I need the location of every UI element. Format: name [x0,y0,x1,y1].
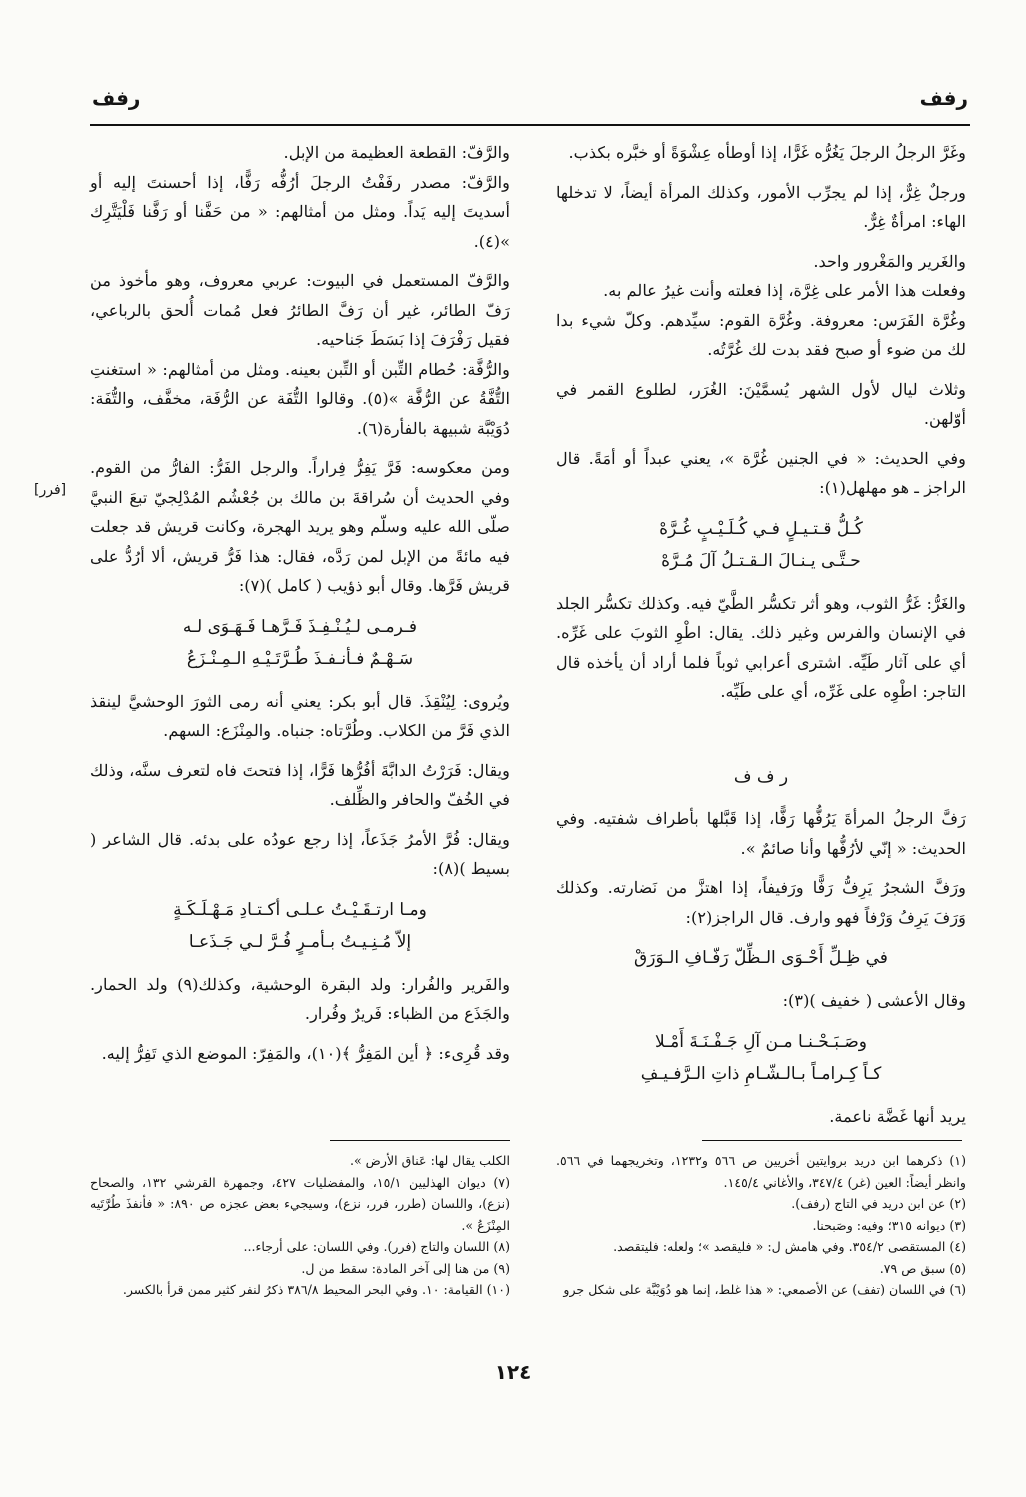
paragraph: والغَرير والمَغْرور واحد. [813,251,966,271]
verse-line: إلاّ مُـنِـيـتُ بـأمـرٍ فُـرَّ لـي جَـذَعـا [188,931,412,952]
paragraph: والغَرُّ: غَرُّ الثوب، وهو أثر تكسُّر الطَّيّ فيه. وكذلك تكسُّر الجلد في الإنسان والفرس وغير ذلك. يقال: اطْوِ الثوبَ على غَرِّه. أي على آثار طَيِّه. اشترى أعرابي ثوباً فلما أراد أن يأخذه قال التاجر: اطْوِه على غَرِّه، أي على طَيِّه. [556,593,966,701]
verse-line: في ظِـلِّ أَحْـوَى الـظِّلّ رَفّـافِ الـوَرَقْ [634,948,888,968]
paragraph: وثلاث ليال لأول الشهر يُسمَّيْنَ: الغُرَر، لطلوع القمر في أوّلهن. [556,379,966,428]
running-head-right: رفف [919,86,968,110]
paragraph: ويُروى: لِيُنْقِذَ. قال أبو بكر: يعني أنه رمى الثورَ الوحشيَّ لينقذ الذي فَرَّ من الكلاب. وطُرَّتاه: جنباه. والمِنْزَع: السهم. [90,691,510,740]
footnote-rule-left [330,1140,510,1141]
paragraph: وغُرَّة الفَرَس: معروفة. وغُرَّة القوم: سيِّدهم. وكلّ شيء بدا لك من ضوء أو صبح فقد بدت لك غُرَّتُه. [556,310,966,359]
verse [556,1026,966,1090]
footnote: (٧) ديوان الهذليين ١٥/١، والمفضليات ٤٢٧، وجمهرة القرشي ١٣٢، والصحاح (نزع)، واللسان (طرر، فرر، نزع)، وسيجيء بعض عجزه ص ٨٩٠: « فأنفذَ طُرَّتَيه المِنْزَعُ ». [90,1174,510,1233]
paragraph: والرَّفّ المستعمل في البيوت: عربي معروف، وهو مأخوذ من رَفّ الطائر، غير أن رَفَّ الطائرُ فعل مُمات أُلحق بالرباعي، فقيل رَفْرَفَ إذا بَسَطَ جَناحيه. [90,271,510,349]
paragraph: رَفَّ الرجلُ المرأةَ يَرُفُّها رَفًّا، إذا قَبَّلها بأطراف شفتيه. وفي الحديث: « إنّي لأرُفُّها وأنا صائمٌ ». [556,809,966,858]
paragraph: ومن معكوسه: فَرَّ يَفِرُّ فِراراً. والرجل الفَرُّ: الفارُّ من القوم. وفي الحديث أن سُراقةَ بن مالك بن جُعْشُم المُدْلِجيّ تبعَ النبيَّ صلّى الله عليه وسلّم وهو يريد الهجرة، وكانت قريش قد جعلت فيه مائةً من الإبل لمن رَدَّه، فقال: هذا فَرُّ قريش، ألا أرُدُّ على قريش فَرَّها. وقال أبو ذؤيب ( كامل )(٧): [90,458,510,595]
footnote: الكلب يقال لها: عَناق الأرض ». [349,1153,510,1168]
paragraph: يريد أنها غَضَّة ناعمة. [829,1106,966,1126]
page-number: ١٢٤ [494,1360,532,1384]
paragraph: والرُّفَّة: حُطام التِّبن أو التِّبن بعينه. ومثل من أمثالهم: « استغنتِ التُّفَّةُ عن الرُّفَّة »(٥). وقالوا التُّفَة عن الرُّفَة، مخفَّف، والتُّفَة: دُوَيْبَّة شبيهة بالفأرة(٦). [90,359,510,438]
footnote: (١٠) القيامة: ١٠. وفي البحر المحيط ٣٨٦/٨ ذكرُ لنفر كثير ممن قرأ بالكسر. [122,1282,510,1297]
footnote: (٦) في اللسان (تفف) عن الأصمعي: « هذا غلط، إنما هو دُوَيْبَّة على شكل جرو [563,1282,966,1297]
paragraph: والرَّفّ: مصدر رفَفْتُ الرجلَ أرُفُّه رَفًّا، إذا أحسنتَ إليه أو أسديتَ إليه يَداً. ومثل من أمثالهم: « من حَفَّنا أو رَفَّنا فَلْيَتَّرِك »(٤). [90,172,510,251]
footnote: (٩) من هنا إلى آخر المادة: سقط من ل. [301,1260,510,1276]
root-heading: ر ف ف [733,766,789,787]
left-column [90,138,510,1078]
verse-line: كـاً كِـرامـاً بـالـشّـامِ ذاتِ الـرَّفـيـفِ [640,1063,882,1084]
verse-line: ومـا ارتـقَـيْـتُ عـلـى أكـتـادِ مَـهْـلَـكَـةٍ [173,899,427,920]
verse [556,513,966,577]
footnotes-left [90,1150,510,1301]
verse-line: حـتَّـى يـنـالَ الـقـتـلُ آلَ مُـرَّهْ [661,550,861,571]
right-column [556,138,966,1141]
paragraph: والفَرير والفُرار: ولد البقرة الوحشية، وكذلك(٩) ولد الحمار. والجَذَع من الظباء: فَريرٌ وفُرار. [90,974,511,1023]
paragraph: وفي الحديث: « في الجنين غُرَّة »، يعني عبداً أو أمَةً. قال الراجز ـ هو مهلهل(١): [556,448,966,497]
paragraph: ويقال: فُرَّ الأمرُ جَذَعاً، إذا رجع عودُه على بدئه. قال الشاعر ( بسيط )(٨): [90,829,510,878]
paragraph: وغَرَّ الرجلُ الرجلَ يَغُرُّه غَرًّا، إذا أوطأه عِشْوَةً أو خبَّره بكذب. [568,143,966,162]
footnote: (٤) المستقصى ٣٥٤/٢. وفي هامش ل: « فليقصد »؛ ولعله: فليتقصد. [613,1239,966,1254]
verse [90,611,510,675]
footnote: (٨) اللسان والتاج (فرر). وفي اللسان: على أرجاء... [243,1239,510,1254]
verse-line: سَـهْـمٌ فـأنـفـذَ طُـرَّتَـيْـهِ الـمِـنْـزَعُ [186,648,414,669]
verse-line: فـرمـى لـيُـنْـفِـذَ فَـرَّهـا فَـهَـوَى لـه [182,616,418,637]
footnote: (٣) ديوانه ٣١٥؛ وفيه: وصَبحنا. [812,1217,966,1233]
paragraph: وفعلت هذا الأمر على غِرَّة، إذا فعلته وأنت غيرُ عالم به. [603,281,966,300]
paragraph: ورَفَّ الشجرُ يَرِفُّ رَفًّا ورَفيفاً، إذا اهتزَّ من نَضارته. وكذلك وَرَفَ يَرِفُ وَرْفاً فهو وارف. قال الراجز(٢): [556,878,966,927]
footnotes-right [556,1150,966,1301]
paragraph: والرَّفّ: القطعة العظيمة من الإبل. [283,143,510,162]
footnote-rule-right [702,1140,962,1141]
footnote: (٥) سبق ص ٧٩. [879,1260,966,1276]
footnote: (٢) عن ابن دريد في التاج (رفف). [791,1196,966,1211]
paragraph: وقد قُرِىء: ﴿ أين المَفِرُّ ﴾(١٠)، والمَفِرّ: الموضع الذي تَفِرُّ إليه. [101,1043,510,1063]
verse [556,942,966,974]
footnote: (١) ذكرهما ابن دريد بروايتين أخريين ص ٥٦٦ و١٢٣٢، وتخريجهما في ٥٦٦. وانظر أيضاً: العين (غر) ٣٤٧/٤، والأغاني ١٤٥/٤. [556,1153,966,1190]
verse-line: وصَـبَـحْـنـا مـن آلِ جَـفْـنَـةَ أَمْـلا [655,1031,867,1052]
paragraph: ويقال: فَرَرْتُ الدابَّةَ أفُرُّها فَرًّا، إذا فتحتَ فاه لتعرف سنَّه، وذلك في الخُفّ والحافر والظِّلف. [90,760,510,809]
header-rule [90,124,970,126]
verse [90,894,510,958]
paragraph: ورجلٌ غِرٌّ، إذا لم يجرِّب الأمور، وكذلك المرأة أيضاً، لا تدخلها الهاء: امرأةٌ غِرٌّ. [556,182,966,231]
verse-line: كُـلُّ قـتـيـلٍ فـي كُـلَـيْـبٍ غُـرَّهْ [659,518,863,539]
margin-root-note: [فرر] [34,482,67,498]
running-head-left: رفف [92,86,141,110]
paragraph: وقال الأعشى ( خفيف )(٣): [782,991,966,1010]
